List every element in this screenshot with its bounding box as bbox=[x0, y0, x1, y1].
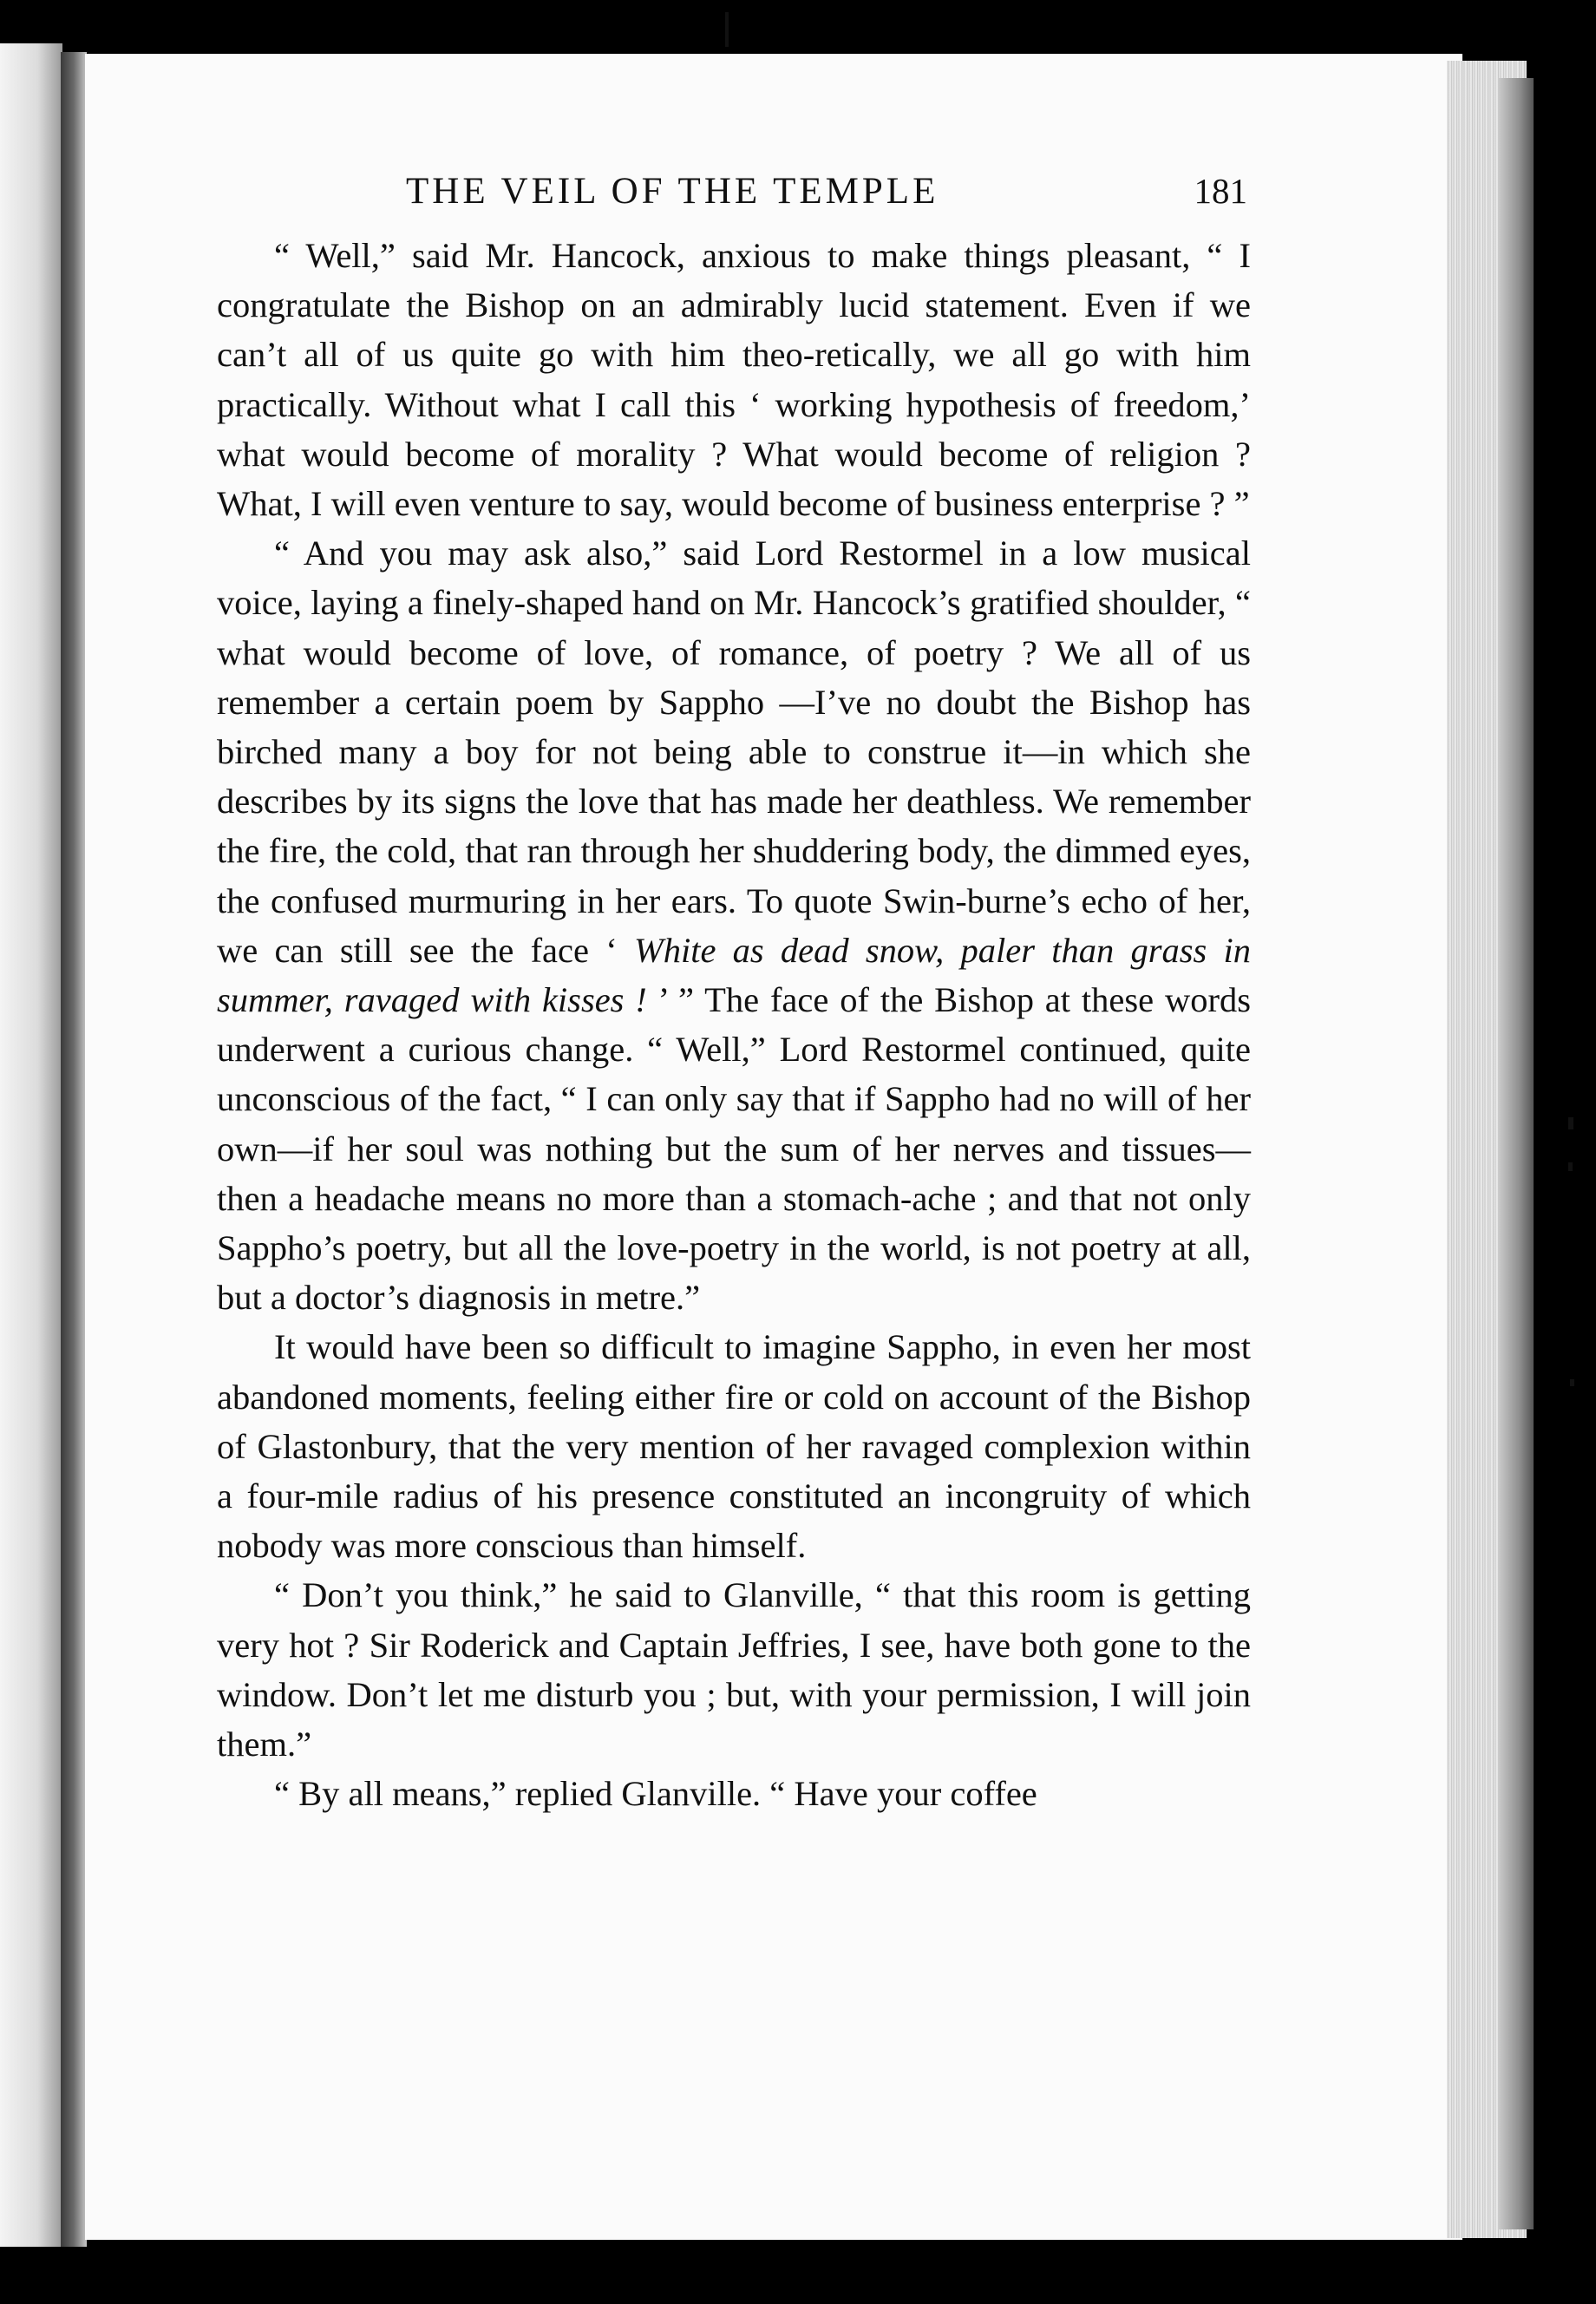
gutter-shadow bbox=[61, 52, 87, 2247]
scan-artifact bbox=[1568, 1162, 1573, 1171]
scan-artifact bbox=[1568, 1117, 1573, 1129]
page-edges-shadow bbox=[1499, 78, 1534, 2229]
scan-artifact bbox=[1570, 1379, 1574, 1386]
body-text bbox=[217, 231, 1251, 1819]
paragraph-2-quote-italic: White as dead snow, paler than grass in summer, ravaged with kisses ! bbox=[217, 930, 1251, 1020]
paragraph-2-text-a: “ And you may ask also,” said Lord Restormel in a low musical voice, laying a finely-shaped hand on Mr. Hancock’s gratified shoulder, “ what would become of love, of romance, of poetry ? We all of us remember a certain poem by Sappho —I’ve no doubt the Bishop has birched many a boy for not being able to construe it—in which she describes by its signs the love that has made her deathless. We remember the fire, the cold, that ran through her shuddering body, the dimmed eyes, the confused murmuring in her ears. To quote Swin-burne’s echo of her, we can still see the face ‘ bbox=[217, 533, 1251, 970]
facing-page-edge bbox=[0, 43, 62, 2247]
paragraph-4 bbox=[217, 1570, 1251, 1769]
paragraph-1-text: “ Well,” said Mr. Hancock, anxious to make things pleasant, “ I congratulate the Bishop on an admirably lucid statement. Even if we can’t all of us quite go with him theo-retically, we all go with him practically. Without what I call this ‘ working hypothesis of freedom,’ what would become of morality ? What would become of religion ? What, I will even venture to say, would become of business enterprise ? ” bbox=[217, 236, 1251, 524]
paragraph-5 bbox=[217, 1769, 1251, 1818]
paragraph-5-text: “ By all means,” replied Glanville. “ Have your coffee bbox=[274, 1774, 1037, 1814]
running-title: THE VEIL OF THE TEMPLE bbox=[406, 171, 939, 212]
paragraph-3-text: It would have been so difficult to imagine Sappho, in even her most abandoned moments, feeling either fire or cold on account of the Bishop of Glastonbury, that the very mention of her ravaged complexion within a four-mile radius of his presence constituted an incongruity of which nobody was more conscious than himself. bbox=[217, 1327, 1251, 1566]
page-number: 181 bbox=[1194, 171, 1247, 211]
paragraph-2 bbox=[217, 528, 1251, 1322]
paragraph-3 bbox=[217, 1322, 1251, 1570]
paragraph-1 bbox=[217, 231, 1251, 528]
paragraph-4-text: “ Don’t you think,” he said to Glanville, “ that this room is getting very hot ? Sir Roderick and Captain Jeffries, I see, have both gone to the window. Don’t let me disturb you ; but, with your permission, I will join them.” bbox=[217, 1575, 1251, 1764]
scan-artifact bbox=[725, 12, 729, 47]
paragraph-2-text-b: ’ ” The face of the Bishop at these words underwent a curious change. “ Well,” Lord Restormel continued, quite unconscious of the fact, “ I can only say that if Sappho had no will of her own—if her soul was nothing but the sum of her nerves and tissues— then a headache means no more than a stomach-ache ; and that not only Sappho’s poetry, but all the love-poetry in the world, is not poetry at all, but a doctor’s diagnosis in metre.” bbox=[217, 980, 1251, 1318]
